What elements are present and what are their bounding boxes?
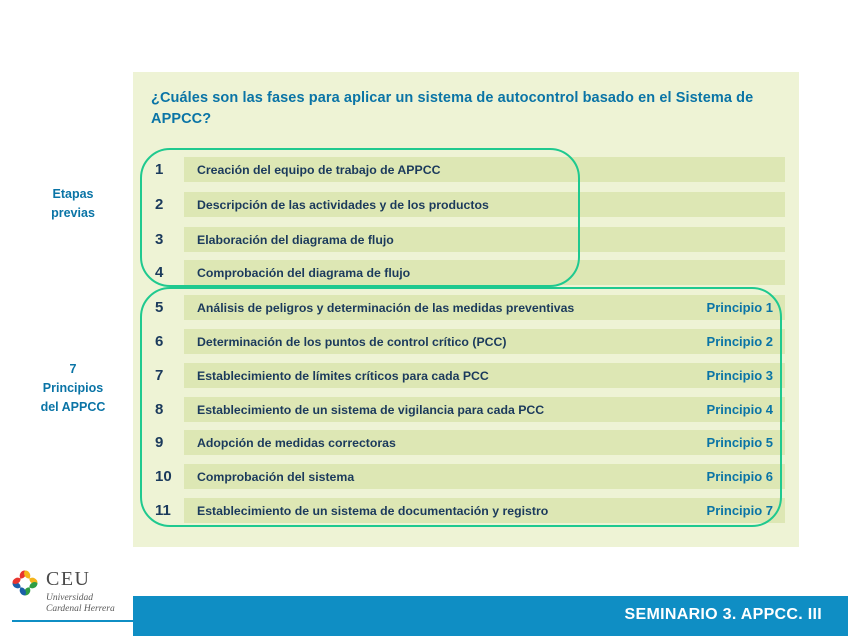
list-item [151, 329, 785, 354]
step-bar [184, 498, 785, 523]
step-number: 11 [155, 502, 171, 519]
group-label-line: previas [51, 205, 95, 220]
step-text: Comprobación del diagrama de flujo [197, 265, 411, 280]
group-label-line: del APPCC [40, 399, 106, 414]
step-text: Descripción de las actividades y de los productos [197, 197, 489, 212]
logo-text: CEU [46, 568, 91, 590]
list-item [151, 295, 785, 320]
step-text: Establecimiento de un sistema de vigilancia para cada PCC [197, 402, 545, 417]
step-number: 6 [155, 333, 164, 350]
page-title: ¿Cuáles son las fases para aplicar un sistema de autocontrol basado en el Sistema de APPCC? [151, 90, 754, 128]
step-principle: Principio 4 [706, 402, 773, 417]
step-principle: Principio 1 [706, 300, 773, 315]
step-bar [184, 192, 785, 217]
logo [12, 568, 132, 624]
group-label-line: 7 [69, 362, 77, 376]
list-item [151, 260, 785, 285]
step-number: 2 [155, 196, 164, 213]
step-bar [184, 157, 785, 182]
step-text: Establecimiento de un sistema de documentación y registro [197, 503, 549, 518]
step-principle: Principio 6 [706, 469, 773, 484]
step-bar [184, 363, 785, 388]
step-bar [184, 464, 785, 489]
ceu-cross-logo-icon [12, 570, 38, 596]
group-label-principios [18, 360, 128, 416]
step-text: Adopción de medidas correctoras [197, 435, 396, 450]
step-number: 7 [155, 367, 164, 384]
step-number: 3 [155, 231, 164, 248]
list-item [151, 397, 785, 422]
step-text: Análisis de peligros y determinación de las medidas preventivas [197, 300, 575, 315]
step-bar [184, 227, 785, 252]
list-item [151, 157, 785, 182]
list-item [151, 464, 785, 489]
group-label-line: Etapas [52, 187, 94, 201]
step-bar [184, 430, 785, 455]
step-text: Elaboración del diagrama de flujo [197, 232, 394, 247]
step-bar [184, 397, 785, 422]
step-text: Creación del equipo de trabajo de APPCC [197, 162, 441, 177]
step-principle: Principio 3 [706, 368, 773, 383]
step-principle: Principio 2 [706, 334, 773, 349]
list-item [151, 363, 785, 388]
step-number: 8 [155, 401, 164, 418]
logo-divider [12, 620, 134, 622]
step-number: 1 [155, 161, 164, 178]
logo-subtitle-line2: Cardenal Herrera [46, 604, 115, 614]
list-item [151, 227, 785, 252]
step-number: 4 [155, 264, 164, 281]
step-text: Comprobación del sistema [197, 469, 355, 484]
list-item [151, 192, 785, 217]
step-principle: Principio 5 [706, 435, 773, 450]
step-principle: Principio 7 [706, 503, 773, 518]
step-bar [184, 329, 785, 354]
step-number: 5 [155, 299, 164, 316]
list-item [151, 498, 785, 523]
step-bar [184, 295, 785, 320]
footer-title: SEMINARIO 3. APPCC. III [624, 606, 822, 623]
list-item [151, 430, 785, 455]
group-label-line: Principios [42, 380, 104, 395]
step-text: Determinación de los puntos de control crítico (PCC) [197, 334, 507, 349]
step-number: 9 [155, 434, 164, 451]
group-label-etapas-previas [18, 185, 128, 223]
step-text: Establecimiento de límites críticos para cada PCC [197, 368, 489, 383]
step-bar [184, 260, 785, 285]
logo-subtitle-line1: Universidad [46, 593, 93, 603]
step-number: 10 [155, 468, 172, 485]
